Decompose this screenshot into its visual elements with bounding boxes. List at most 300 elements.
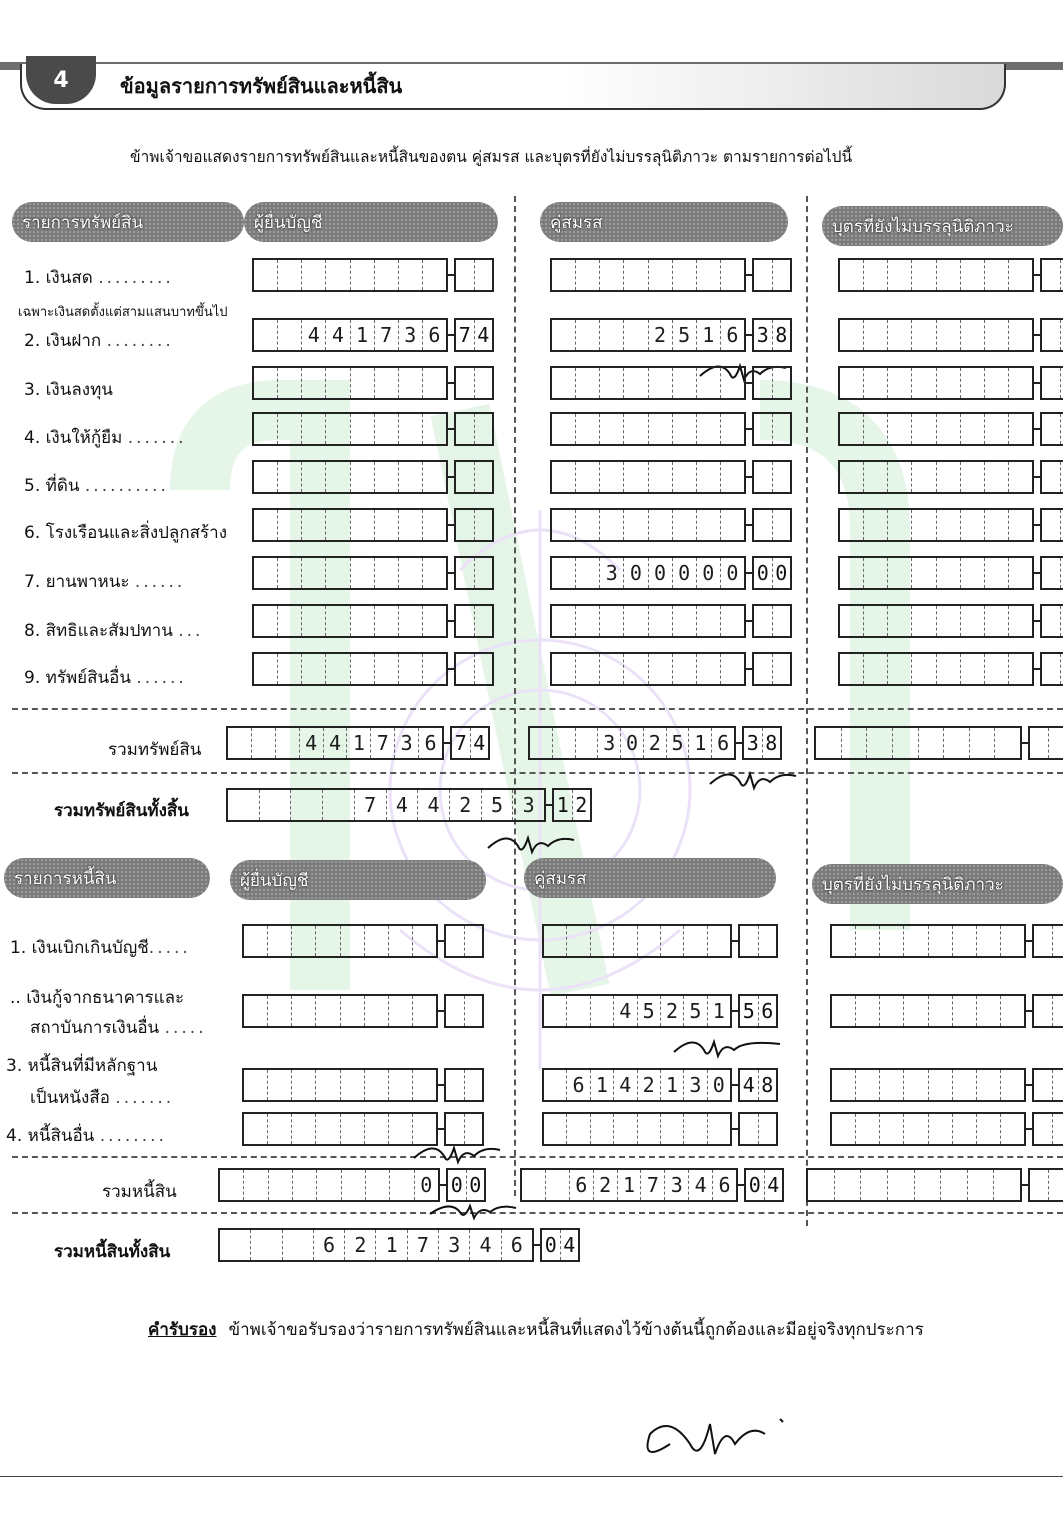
decimal-connector <box>746 668 752 670</box>
digit-cell <box>985 462 1009 492</box>
digit-cell: 0 <box>712 1073 725 1097</box>
digit-cell <box>351 414 375 444</box>
digit-cell <box>399 462 423 492</box>
child-amount-box[interactable] <box>838 508 1034 542</box>
digit-cell <box>456 462 475 492</box>
digit-cell <box>389 926 413 956</box>
decimal-connector <box>534 1244 540 1246</box>
digit-cell: 6 <box>567 1070 590 1100</box>
digit-cell <box>220 1170 244 1200</box>
asset-label: 3. เงินลงทุน <box>24 380 113 400</box>
digit-cell <box>661 926 684 956</box>
digit-cell <box>1053 996 1063 1026</box>
digit-cell <box>268 926 292 956</box>
digit-cell <box>254 558 278 588</box>
spouse-amount-box[interactable] <box>550 412 746 446</box>
digit-cell <box>864 510 888 540</box>
digit-cell <box>456 606 475 636</box>
digit-cell: 3 <box>600 558 624 588</box>
digit-cell <box>816 728 842 758</box>
assets-grand-total[interactable] <box>226 788 546 822</box>
digit-cell <box>673 260 697 290</box>
digit-cell: 3 <box>598 728 621 758</box>
asset-label: 1. เงินสด ......... <box>24 268 174 288</box>
declarant-amount-box[interactable] <box>252 412 448 446</box>
digit-cell: 1 <box>591 1070 614 1100</box>
digit-cell <box>994 1170 1020 1200</box>
child-amount-box-satang[interactable] <box>1040 652 1063 686</box>
digit-cell <box>697 606 721 636</box>
digit-cell <box>1042 368 1061 398</box>
liab-declarant-amount-box[interactable] <box>242 1068 438 1102</box>
liab-grand-total[interactable] <box>218 1228 534 1262</box>
decimal-connector <box>746 274 752 276</box>
digit-cell <box>1001 1070 1024 1100</box>
liab-declarant-amount-box[interactable] <box>242 1112 438 1146</box>
digit-cell <box>937 414 961 444</box>
digit-cell <box>591 1114 614 1144</box>
declarant-amount-box-satang[interactable] <box>454 652 494 686</box>
digit-cell: 2 <box>594 1170 618 1200</box>
declarant-amount-box[interactable] <box>252 556 448 590</box>
digit-cell <box>977 1070 1001 1100</box>
digit-cell <box>423 654 446 684</box>
decimal-connector <box>732 1010 738 1012</box>
digit-cell <box>944 728 970 758</box>
digit-cell <box>1042 606 1061 636</box>
digit-cell <box>624 368 648 398</box>
digit-cell <box>341 996 365 1026</box>
liab-grand-total-satang[interactable] <box>540 1228 580 1262</box>
digit-cell <box>614 1114 637 1144</box>
digit-cell <box>465 1070 483 1100</box>
declarant-amount-box[interactable] <box>252 508 448 542</box>
liab-spouse-amount-box[interactable] <box>542 1112 732 1146</box>
digit-cell <box>880 926 904 956</box>
row-divider <box>12 772 1063 774</box>
digit-cell <box>576 510 600 540</box>
digit-cell <box>904 996 928 1026</box>
declarant-amount-box-satang[interactable] <box>454 556 494 590</box>
digit-cell <box>366 1170 390 1200</box>
digit-cell <box>624 260 648 290</box>
spouse-amount-box-satang[interactable] <box>752 604 792 638</box>
digit-cell: 7 <box>355 790 387 820</box>
liab-child-amount-box[interactable] <box>830 994 1026 1028</box>
asset-label: 2. เงินฝาก ........ <box>24 331 174 351</box>
initial-mark <box>478 826 588 862</box>
digit-cell <box>937 510 961 540</box>
assets-subtotal-declarant-satang[interactable] <box>450 726 490 760</box>
digit-cell <box>254 368 278 398</box>
digit-cell <box>399 654 423 684</box>
liab-subtotal-child-satang[interactable] <box>1028 1168 1063 1202</box>
digit-cell <box>673 414 697 444</box>
child-amount-box[interactable] <box>838 258 1034 292</box>
digit-cell <box>244 1114 268 1144</box>
digit-cell: 5 <box>667 728 690 758</box>
decimal-connector <box>448 274 454 276</box>
spouse-amount-box-satang[interactable] <box>752 556 792 590</box>
spouse-amount-box[interactable] <box>550 652 746 686</box>
declarant-amount-box[interactable] <box>252 460 448 494</box>
decimal-connector <box>1022 1184 1028 1186</box>
assets-subtotal-spouse-satang[interactable] <box>742 726 782 760</box>
digit-cell <box>228 790 260 820</box>
digit-cell <box>302 606 326 636</box>
digit-cell <box>302 414 326 444</box>
liab-child-amount-box[interactable] <box>830 1068 1026 1102</box>
child-amount-box-satang[interactable] <box>1040 258 1063 292</box>
digit-cell <box>929 1070 953 1100</box>
digit-cell: 4 <box>477 323 490 347</box>
digit-cell: 0 <box>697 558 721 588</box>
digit-cell <box>614 926 637 956</box>
digit-cell <box>552 654 576 684</box>
decimal-connector <box>1034 382 1040 384</box>
liab-subtotal-child[interactable] <box>806 1168 1022 1202</box>
liab-subtotal-spouse-satang[interactable] <box>744 1168 784 1202</box>
spouse-amount-box[interactable] <box>550 366 746 400</box>
liab-declarant-amount-box-satang[interactable] <box>444 1112 484 1146</box>
digit-cell <box>649 606 673 636</box>
digit-cell: 2 <box>661 996 684 1026</box>
declarant-amount-box-satang[interactable] <box>454 460 494 494</box>
digit-cell: 4 <box>302 320 326 350</box>
digit-cell: 4 <box>324 728 348 758</box>
child-amount-box[interactable] <box>838 366 1034 400</box>
child-amount-box[interactable] <box>838 460 1034 494</box>
assets-col-child: บุตรที่ยังไม่บรรลุนิติภาวะ <box>822 206 1063 246</box>
digit-cell <box>302 654 326 684</box>
digit-cell <box>1009 462 1032 492</box>
spouse-amount-box[interactable] <box>550 508 746 542</box>
intro-text: ข้าพเจ้าขอแสดงรายการทรัพย์สินและหนี้สินของตน คู่สมรส และบุตรที่ยังไม่บรรลุนิติภาวะ ตามรายการต่อไปนี้ <box>130 148 853 166</box>
digit-cell <box>375 558 399 588</box>
digit-cell <box>961 320 985 350</box>
digit-cell <box>475 368 493 398</box>
digit-cell <box>740 926 759 956</box>
digit-cell: 3 <box>399 320 423 350</box>
declarant-amount-box-satang[interactable] <box>454 604 494 638</box>
liab-spouse-amount-box-satang[interactable] <box>738 924 778 958</box>
assets-subtotal-declarant[interactable] <box>226 726 444 760</box>
digit-cell <box>697 462 721 492</box>
digit-cell <box>365 1114 389 1144</box>
certification-title: คำรับรอง <box>148 1320 217 1340</box>
cash-note: เฉพาะเงินสดตั้งแต่สามแสนบาทขึ้นไป <box>18 305 228 320</box>
child-amount-box[interactable] <box>838 556 1034 590</box>
digit-cell: 4 <box>689 1170 713 1200</box>
assets-subtotal-spouse[interactable] <box>528 726 736 760</box>
digit-cell: 6 <box>424 731 437 755</box>
digit-cell: 0 <box>649 558 673 588</box>
liab-spouse-amount-box[interactable] <box>542 994 732 1028</box>
liab-spouse-amount-box[interactable] <box>542 924 732 958</box>
spouse-amount-box-satang[interactable] <box>752 460 792 494</box>
certification-text: ข้าพเจ้าขอรับรองว่ารายการทรัพย์สินและหนี้สินที่แสดงไว้ข้างต้นนี้ถูกต้องและมีอยู่จริงทุกประการ <box>228 1320 924 1340</box>
liab-declarant-amount-box-satang[interactable] <box>444 994 484 1028</box>
child-amount-box[interactable] <box>838 604 1034 638</box>
digit-cell <box>292 1114 316 1144</box>
digit-cell <box>856 1114 880 1144</box>
liab-declarant-amount-box[interactable] <box>242 994 438 1028</box>
digit-cell: 2 <box>450 790 482 820</box>
digit-cell <box>365 926 389 956</box>
digit-cell <box>961 654 985 684</box>
digit-cell <box>985 414 1009 444</box>
digit-cell <box>624 510 648 540</box>
digit-cell <box>553 728 576 758</box>
child-amount-box-satang[interactable] <box>1040 366 1063 400</box>
liabilities-col-child: บุตรที่ยังไม่บรรลุนิติภาวะ <box>812 864 1063 904</box>
digit-cell <box>278 260 302 290</box>
digit-cell: 5 <box>638 996 661 1026</box>
digit-cell <box>867 728 893 758</box>
digit-cell <box>244 1070 268 1100</box>
digit-cell <box>835 1170 862 1200</box>
declarant-amount-box-satang[interactable] <box>454 412 494 446</box>
decimal-connector <box>732 940 738 942</box>
digit-cell <box>856 926 880 956</box>
digit-cell: 8 <box>775 323 788 347</box>
assets-grand-total-satang[interactable] <box>552 788 592 822</box>
digit-cell <box>864 462 888 492</box>
digit-cell <box>276 728 300 758</box>
assets-subtotal-child-satang[interactable] <box>1028 726 1063 760</box>
spouse-amount-box-satang[interactable] <box>752 318 792 352</box>
digit-cell <box>456 414 475 444</box>
declarant-amount-box-satang[interactable] <box>454 318 494 352</box>
digit-cell <box>941 1170 968 1200</box>
digit-cell <box>567 926 590 956</box>
spouse-amount-box-satang[interactable] <box>752 366 792 400</box>
liab-spouse-amount-box-satang[interactable] <box>738 1112 778 1146</box>
liability-label-cont: สถาบันการเงินอื่น ..... <box>30 1018 207 1038</box>
digit-cell: 7 <box>371 728 395 758</box>
digit-cell <box>326 462 350 492</box>
digit-cell <box>740 1114 759 1144</box>
digit-cell <box>977 926 1001 956</box>
digit-cell <box>697 414 721 444</box>
digit-cell <box>697 654 721 684</box>
digit-cell <box>375 606 399 636</box>
spouse-amount-box-satang[interactable] <box>752 652 792 686</box>
digit-cell: 3 <box>744 728 763 758</box>
spouse-amount-box[interactable] <box>550 556 746 590</box>
child-amount-box-satang[interactable] <box>1040 460 1063 494</box>
digit-cell <box>351 462 375 492</box>
declarant-amount-box-satang[interactable] <box>454 258 494 292</box>
digit-cell <box>638 1114 661 1144</box>
declarant-amount-box[interactable] <box>252 604 448 638</box>
digit-cell <box>893 728 919 758</box>
declarant-amount-box-satang[interactable] <box>454 366 494 400</box>
digit-cell <box>661 1114 684 1144</box>
child-amount-box-satang[interactable] <box>1040 556 1063 590</box>
digit-cell: 4 <box>614 996 637 1026</box>
digit-cell <box>861 1170 888 1200</box>
digit-cell <box>754 606 773 636</box>
digit-cell <box>423 260 446 290</box>
decimal-connector <box>732 1084 738 1086</box>
assets-subtotal-label: รวมทรัพย์สิน <box>108 740 202 760</box>
digit-cell <box>475 510 493 540</box>
row-divider <box>12 708 1063 710</box>
digit-cell <box>1042 654 1061 684</box>
declarant-amount-box[interactable] <box>252 258 448 292</box>
digit-cell: 0 <box>420 1173 433 1197</box>
digit-cell <box>268 1114 292 1144</box>
digit-cell <box>278 558 302 588</box>
digit-cell <box>390 1170 414 1200</box>
digit-cell <box>904 1070 928 1100</box>
liab-child-amount-box-satang[interactable] <box>1032 1112 1063 1146</box>
digit-cell <box>251 1230 282 1260</box>
digit-cell <box>880 1070 904 1100</box>
liab-subtotal-declarant-satang[interactable] <box>446 1168 486 1202</box>
digit-cell <box>773 510 791 540</box>
digit-cell <box>888 320 912 350</box>
liab-child-amount-box-satang[interactable] <box>1032 1068 1063 1102</box>
digit-cell <box>624 606 648 636</box>
digit-cell <box>260 790 292 820</box>
digit-cell <box>721 260 744 290</box>
liab-child-amount-box[interactable] <box>830 924 1026 958</box>
declarant-amount-box-satang[interactable] <box>454 508 494 542</box>
digit-cell <box>244 926 268 956</box>
digit-cell <box>840 510 864 540</box>
digit-cell <box>721 368 744 398</box>
digit-cell <box>1042 462 1061 492</box>
digit-cell <box>673 368 697 398</box>
liab-spouse-amount-box[interactable] <box>542 1068 732 1102</box>
digit-cell <box>600 414 624 444</box>
child-amount-box[interactable] <box>838 318 1034 352</box>
digit-cell <box>567 996 590 1026</box>
liab-child-amount-box[interactable] <box>830 1112 1026 1146</box>
digit-cell <box>754 368 773 398</box>
digit-cell <box>773 414 791 444</box>
decimal-connector <box>738 1184 744 1186</box>
digit-cell: 3 <box>395 728 419 758</box>
digit-cell <box>351 606 375 636</box>
digit-cell <box>912 368 936 398</box>
digit-cell <box>600 606 624 636</box>
digit-cell <box>302 368 326 398</box>
digit-cell: 3 <box>665 1170 689 1200</box>
digit-cell <box>840 606 864 636</box>
spouse-amount-box-satang[interactable] <box>752 258 792 292</box>
liab-child-amount-box-satang[interactable] <box>1032 924 1063 958</box>
declarant-amount-box[interactable] <box>252 318 448 352</box>
digit-cell <box>840 368 864 398</box>
digit-cell <box>977 1114 1001 1144</box>
digit-cell: 6 <box>428 323 441 347</box>
child-amount-box[interactable] <box>838 652 1034 686</box>
digit-cell <box>544 926 567 956</box>
liab-spouse-amount-box-satang[interactable] <box>738 994 778 1028</box>
spouse-amount-box[interactable] <box>550 604 746 638</box>
digit-cell: 7 <box>456 320 475 350</box>
digit-cell <box>552 606 576 636</box>
spouse-amount-box[interactable] <box>550 460 746 494</box>
child-amount-box[interactable] <box>838 412 1034 446</box>
child-amount-box-satang[interactable] <box>1040 318 1063 352</box>
digit-cell <box>423 606 446 636</box>
digit-cell <box>291 790 323 820</box>
digit-cell <box>759 1114 777 1144</box>
liabilities-subtotal-label: รวมหนี้สิน <box>102 1182 177 1202</box>
child-amount-box-satang[interactable] <box>1040 412 1063 446</box>
spouse-amount-box-satang[interactable] <box>752 508 792 542</box>
spouse-amount-box-satang[interactable] <box>752 412 792 446</box>
digit-cell <box>600 654 624 684</box>
digit-cell <box>1042 558 1061 588</box>
liab-spouse-amount-box-satang[interactable] <box>738 1068 778 1102</box>
certification <box>148 1316 924 1343</box>
declarant-amount-box[interactable] <box>252 652 448 686</box>
declarant-amount-box[interactable] <box>252 366 448 400</box>
asset-label: 8. สิทธิและสัมปทาน ... <box>24 621 204 641</box>
digit-cell <box>456 368 475 398</box>
spouse-amount-box[interactable] <box>550 318 746 352</box>
child-amount-box-satang[interactable] <box>1040 604 1063 638</box>
digit-cell <box>302 462 326 492</box>
liab-declarant-amount-box-satang[interactable] <box>444 924 484 958</box>
liab-child-amount-box-satang[interactable] <box>1032 994 1063 1028</box>
digit-cell <box>1030 728 1049 758</box>
digit-cell <box>302 558 326 588</box>
digit-cell <box>985 260 1009 290</box>
digit-cell <box>399 260 423 290</box>
digit-cell <box>278 414 302 444</box>
digit-cell <box>254 510 278 540</box>
digit-cell <box>302 260 326 290</box>
liab-declarant-amount-box[interactable] <box>242 924 438 958</box>
assets-subtotal-child[interactable] <box>814 726 1022 760</box>
digit-cell <box>375 414 399 444</box>
digit-cell <box>649 368 673 398</box>
liab-subtotal-declarant[interactable] <box>218 1168 440 1202</box>
decimal-connector <box>746 476 752 478</box>
digit-cell: 6 <box>510 1233 523 1257</box>
digit-cell <box>912 320 936 350</box>
decimal-connector <box>1034 476 1040 478</box>
digit-cell <box>832 926 856 956</box>
liab-subtotal-spouse[interactable] <box>520 1168 738 1202</box>
digit-cell <box>254 654 278 684</box>
initial-mark <box>700 762 810 798</box>
digit-cell <box>888 462 912 492</box>
digit-cell: 6 <box>761 999 774 1023</box>
digit-cell <box>937 654 961 684</box>
child-amount-box-satang[interactable] <box>1040 508 1063 542</box>
digit-cell <box>773 462 791 492</box>
digit-cell: 4 <box>563 1233 576 1257</box>
digit-cell <box>1009 260 1032 290</box>
digit-cell <box>244 1170 268 1200</box>
digit-cell: 1 <box>697 320 721 350</box>
spouse-amount-box[interactable] <box>550 258 746 292</box>
digit-cell <box>832 1070 856 1100</box>
asset-label: 4. เงินให้กู้ยืม ....... <box>24 428 187 448</box>
digit-cell <box>888 606 912 636</box>
digit-cell <box>351 654 375 684</box>
liab-declarant-amount-box-satang[interactable] <box>444 1068 484 1102</box>
digit-cell: 0 <box>726 561 739 585</box>
digit-cell: 0 <box>448 1170 467 1200</box>
